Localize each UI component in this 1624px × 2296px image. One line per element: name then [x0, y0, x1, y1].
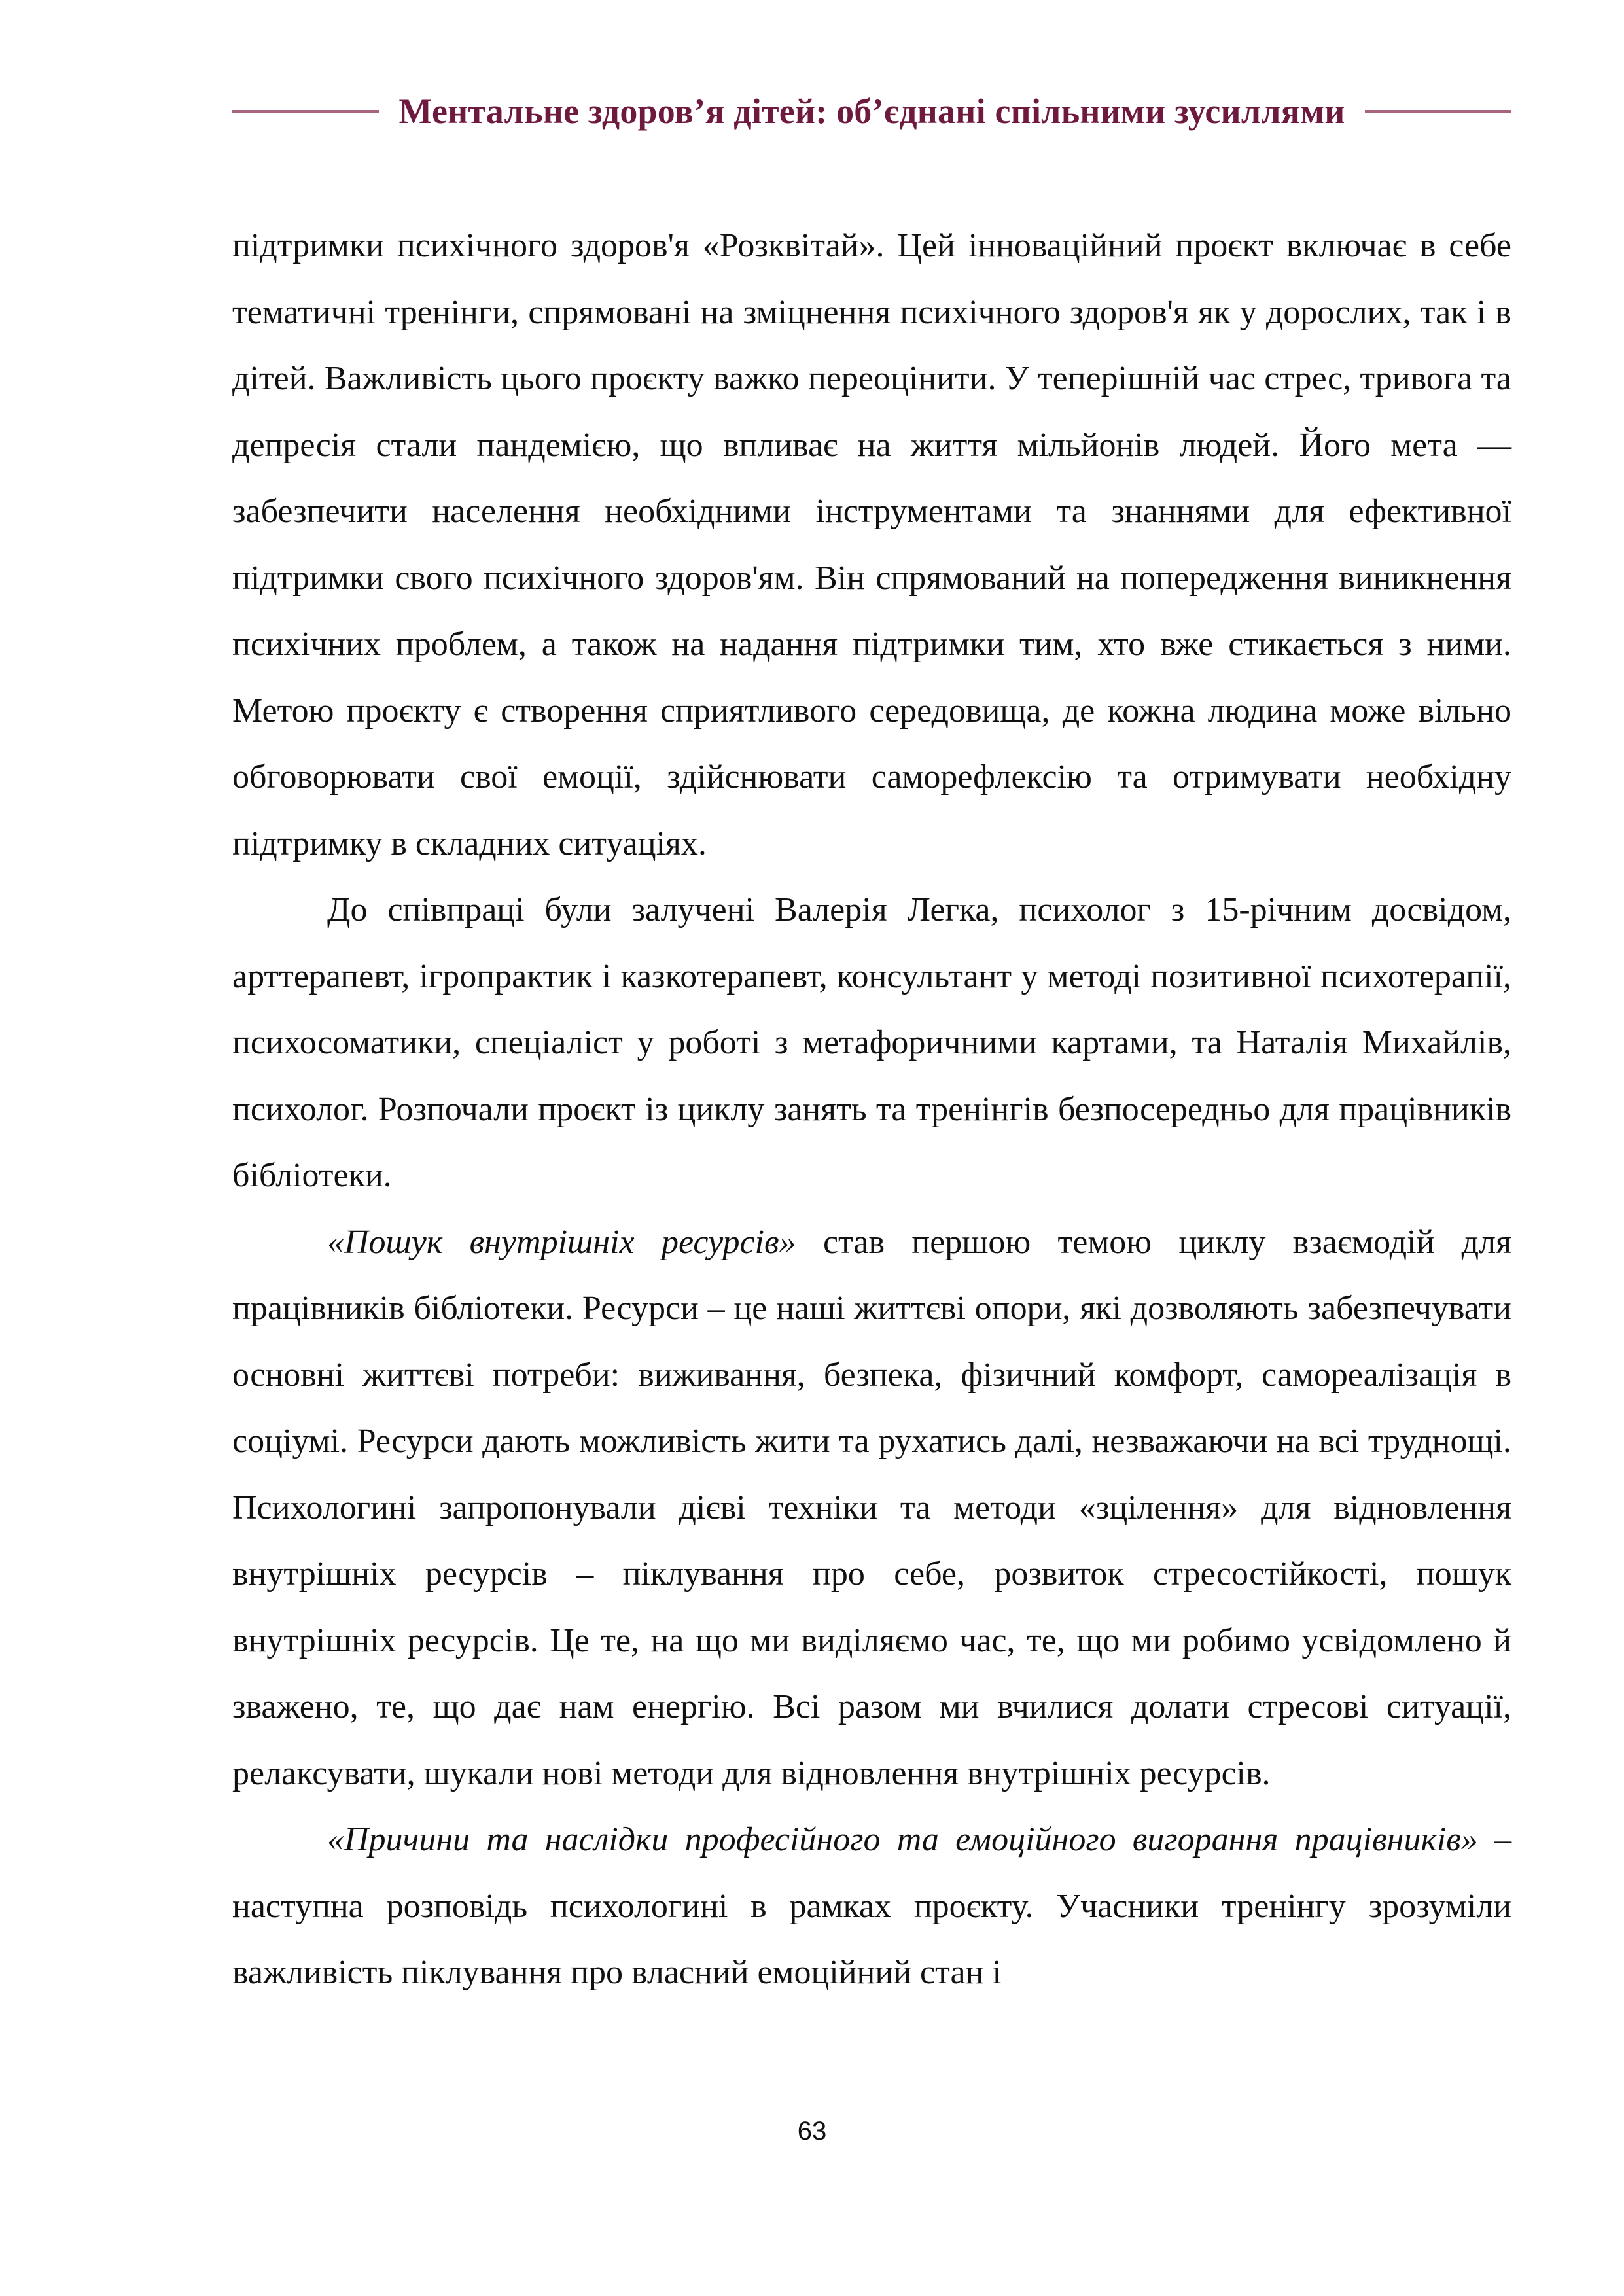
paragraph-2-text: До співпраці були залучені Валерія Легка, психолог з 15-річним досвідом, арттерапевт, ігропрактик і казкотерапевт, консультант у методі позитивної психотерапії, психосоматики, спеціаліст у роботі з метафоричними картами, та Наталія Михайлів, психолог. Розпочали проєкт із циклу занять та тренінгів безпосередньо для працівників бібліотеки. [232, 891, 1511, 1194]
header-title: Ментальне здоров’я дітей: об’єднані спільними зусиллями [398, 92, 1345, 131]
body-text [232, 213, 1511, 2006]
paragraph-4-italic-title: «Причини та наслідки професійного та емоційного вигорання працівників» [327, 1821, 1478, 1858]
paragraph-3-italic-title: «Пошук внутрішніх ресурсів» [327, 1223, 796, 1261]
paragraph-2 [232, 877, 1511, 1209]
running-header [232, 85, 1511, 137]
page-number: 63 [797, 2117, 827, 2146]
paragraph-4-text: – наступна розповідь психологині в рамках проєкту. Учасники тренінгу зрозуміли важливість піклування про власний емоційний стан і [232, 1821, 1511, 1991]
header-rule-right [1365, 110, 1511, 113]
paragraph-4 [232, 1807, 1511, 2006]
paragraph-1-text: підтримки психічного здоров'я «Розквітай». Цей інноваційний проєкт включає в себе тематичні тренінги, спрямовані на зміцнення психічного здоров'я як у дорослих, так і в дітей. Важливість цього проєкту важко переоцінити. У теперішній час стрес, тривога та депресія стали пандемією, що впливає на життя мільйонів людей. Його мета — забезпечити населення необхідними інструментами та знаннями для ефективної підтримки свого психічного здоров'ям. Він спрямований на попередження виникнення психічних проблем, а також на надання підтримки тим, хто вже стикається з ними. Метою проєкту є створення сприятливого середовища, де кожна людина може вільно обговорювати свої емоції, здійснювати саморефлексію та отримувати необхідну підтримку в складних ситуаціях. [232, 227, 1511, 862]
paragraph-3-text: став першою темою циклу взаємодій для працівників бібліотеки. Ресурси – це наші життєві опори, які дозволяють забезпечувати основні життєві потреби: виживання, безпека, фізичний комфорт, самореалізація в соціумі. Ресурси дають можливість жити та рухатись далі, незважаючи на всі труднощі. Психологині запропонували дієві техніки та методи «зцілення» для відновлення внутрішніх ресурсів – піклування про себе, розвиток стресостійкості, пошук внутрішніх ресурсів. Це те, на що ми виділяємо час, те, що ми робимо усвідомлено й зважено, те, що дає нам енергію. Всі разом ми вчилися долати стресові ситуації, релаксувати, шукали нові методи для відновлення внутрішніх ресурсів. [232, 1223, 1511, 1792]
paragraph-1 [232, 213, 1511, 877]
paragraph-3 [232, 1209, 1511, 1807]
header-rule-left [232, 110, 379, 113]
